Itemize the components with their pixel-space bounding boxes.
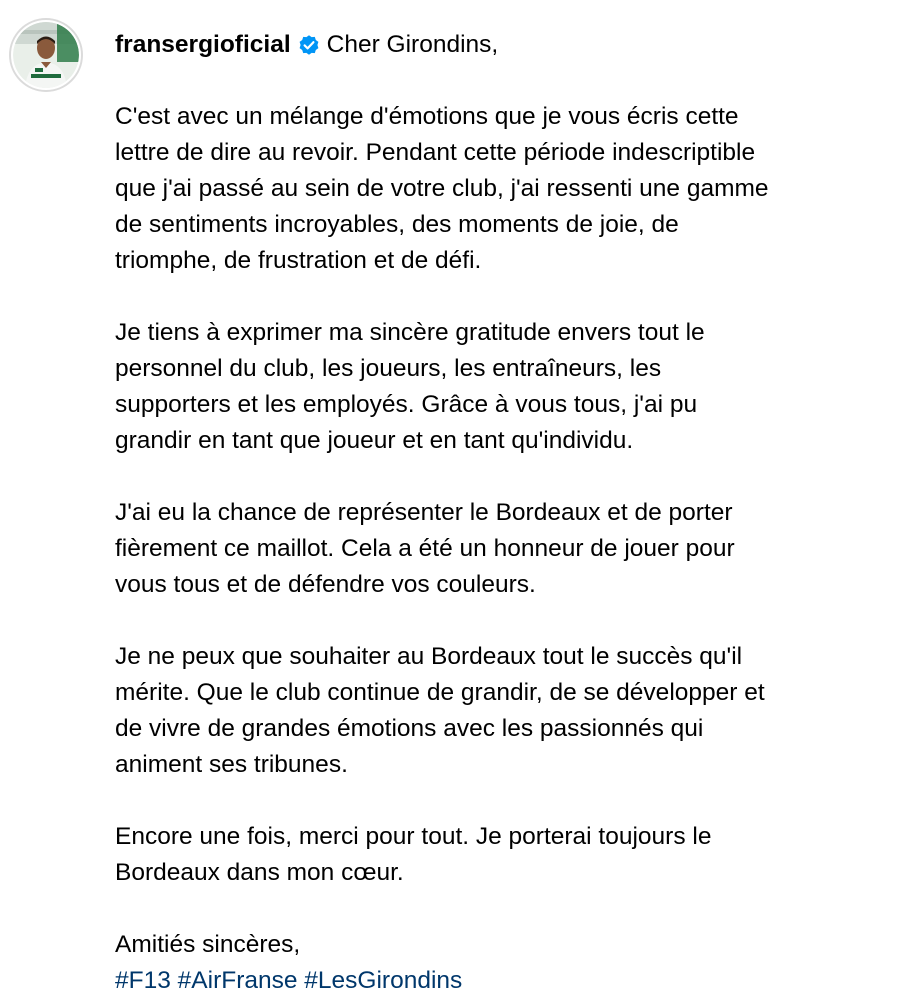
caption-text (115, 27, 905, 999)
paragraph-2 (115, 315, 905, 459)
hashtag-link[interactable]: #LesGirondins (304, 967, 463, 994)
paragraph-line: Bordeaux dans mon cœur. (115, 859, 404, 886)
paragraph-line: de sentiments incroyables, des moments de joie, de (115, 211, 679, 238)
paragraph-line: grandir en tant que joueur et en tant qu'individu. (115, 427, 634, 454)
hashtags (115, 963, 905, 999)
paragraph-line: J'ai eu la chance de représenter le Bordeaux et de porter (115, 499, 733, 526)
username-link[interactable]: fransergioficial (115, 31, 291, 58)
hashtag-link[interactable]: #F13 (115, 967, 171, 994)
paragraph-4 (115, 639, 905, 783)
paragraph-line: animent ses tribunes. (115, 751, 348, 778)
avatar[interactable] (11, 20, 81, 90)
paragraph-3 (115, 495, 905, 603)
signoff-text: Amitiés sincères, (115, 931, 301, 958)
signoff-block (115, 927, 905, 999)
paragraph-1 (115, 99, 905, 279)
greeting-text: Cher Girondins, (326, 31, 499, 58)
paragraph-line: personnel du club, les joueurs, les entraîneurs, les (115, 355, 662, 382)
paragraph-line: C'est avec un mélange d'émotions que je vous écris cette (115, 103, 739, 130)
paragraph-line: fièrement ce maillot. Cela a été un honneur de jouer pour (115, 535, 735, 562)
avatar-photo-icon (13, 22, 79, 88)
avatar-ring[interactable] (9, 18, 83, 92)
paragraph-line: vous tous et de défendre vos couleurs. (115, 571, 536, 598)
paragraph-line: Encore une fois, merci pour tout. Je porterai toujours le (115, 823, 712, 850)
caption-header (115, 27, 905, 63)
paragraph-line: de vivre de grandes émotions avec les passionnés qui (115, 715, 704, 742)
paragraph-line: que j'ai passé au sein de votre club, j'ai ressenti une gamme (115, 175, 769, 202)
paragraph-line: triomphe, de frustration et de défi. (115, 247, 482, 274)
paragraph-5 (115, 819, 905, 891)
verified-badge-icon (297, 33, 321, 57)
paragraph-line: Je ne peux que souhaiter au Bordeaux tout le succès qu'il (115, 643, 743, 670)
paragraph-line: supporters et les employés. Grâce à vous tous, j'ai pu (115, 391, 698, 418)
paragraph-line: Je tiens à exprimer ma sincère gratitude envers tout le (115, 319, 705, 346)
paragraph-line: lettre de dire au revoir. Pendant cette période indescriptible (115, 139, 756, 166)
paragraph-line: mérite. Que le club continue de grandir, de se développer et (115, 679, 765, 706)
hashtag-link[interactable]: #AirFranse (177, 967, 298, 994)
